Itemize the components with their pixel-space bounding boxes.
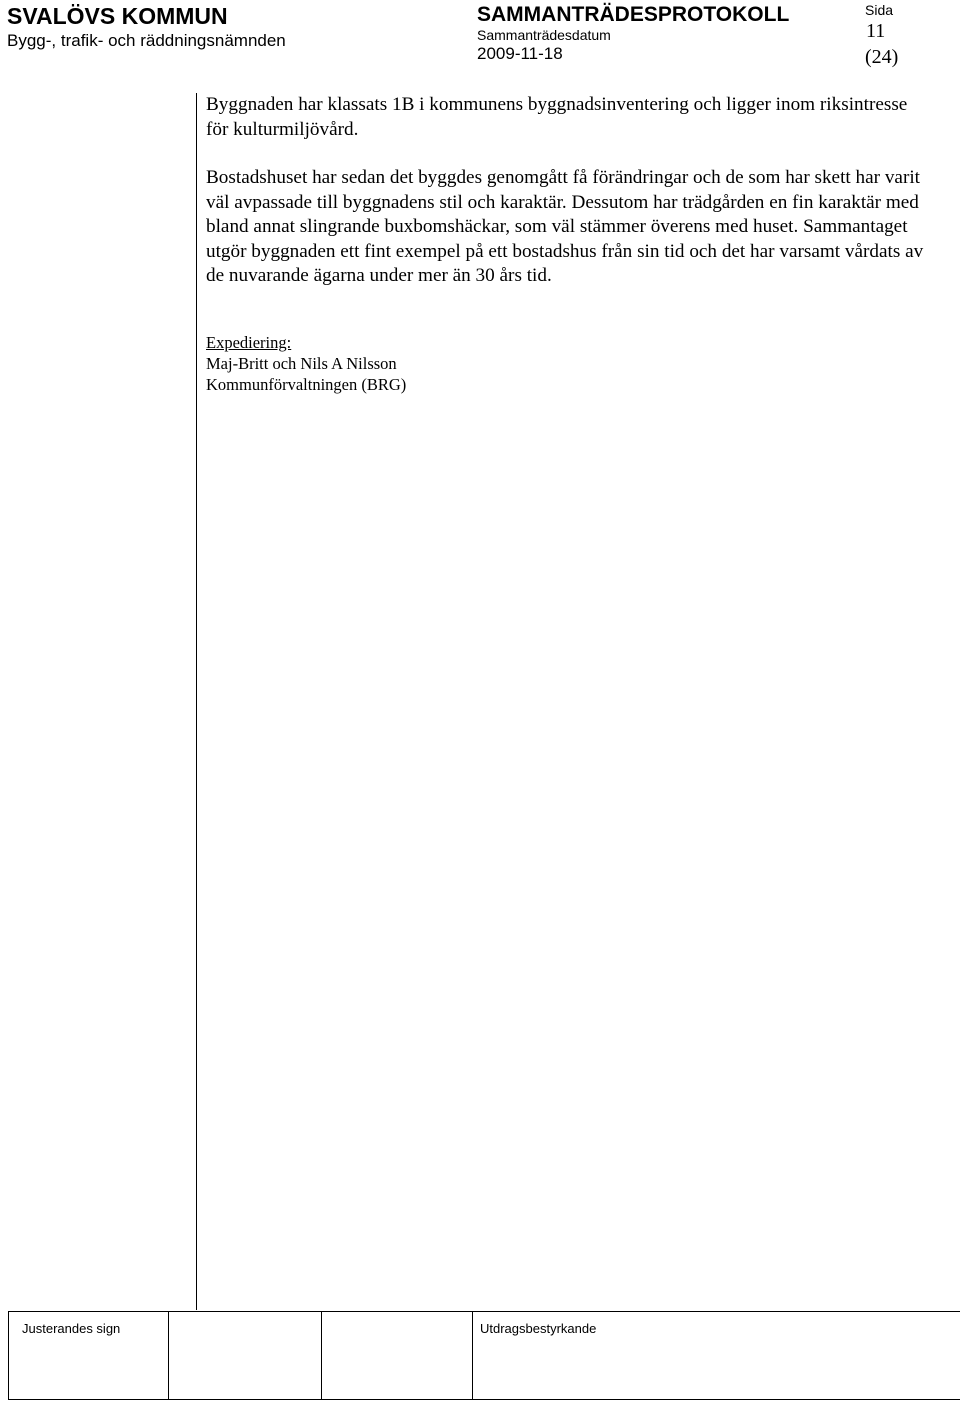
distribution-recipient: Kommunförvaltningen (BRG)	[206, 375, 407, 394]
page-number: 11	[866, 20, 886, 42]
footer-bottom-rule	[8, 1399, 960, 1400]
footer-cell-divider	[472, 1311, 473, 1399]
left-margin-rule	[196, 93, 197, 1310]
distribution-recipient: Maj-Britt och Nils A Nilsson	[206, 354, 397, 373]
page-label: Sida	[865, 2, 894, 18]
footer-top-rule	[8, 1311, 960, 1312]
footer-cell-divider	[321, 1311, 322, 1399]
footer-cell-divider	[168, 1311, 169, 1399]
organization-name: SVALÖVS KOMMUN	[7, 3, 228, 29]
signature-label: Justerandes sign	[22, 1321, 121, 1336]
distribution-heading: Expediering:	[206, 333, 292, 352]
meeting-date-value: 2009-11-18	[477, 44, 563, 63]
footer-cell-divider	[8, 1311, 9, 1399]
body-paragraph: Bostadshuset har sedan det byggdes genomgått få förändringar och de som har skett har varit väl avpassade till byggnadens stil och karaktär. Dessutom har trädgården en fin karaktär med bland annat slingrande buxbomshäckar, som väl stämmer överens med huset. Sammantaget utgör byggnaden ett fint exempel på ett bostadshus från sin tid och det har varsamt vårdats av de nuvarande ägarna under mer än 30 års tid.	[206, 167, 924, 286]
page-total: (24)	[865, 46, 899, 68]
body-paragraph: Byggnaden har klassats 1B i kommunens byggnadsinventering och ligger inom riksintresse för kulturmiljövård.	[206, 94, 908, 140]
extract-certification-label: Utdragsbestyrkande	[480, 1321, 597, 1336]
meeting-date-label: Sammanträdesdatum	[477, 27, 611, 43]
committee-name: Bygg-, trafik- och räddningsnämnden	[7, 31, 286, 50]
document-type: SAMMANTRÄDESPROTOKOLL	[477, 3, 790, 26]
